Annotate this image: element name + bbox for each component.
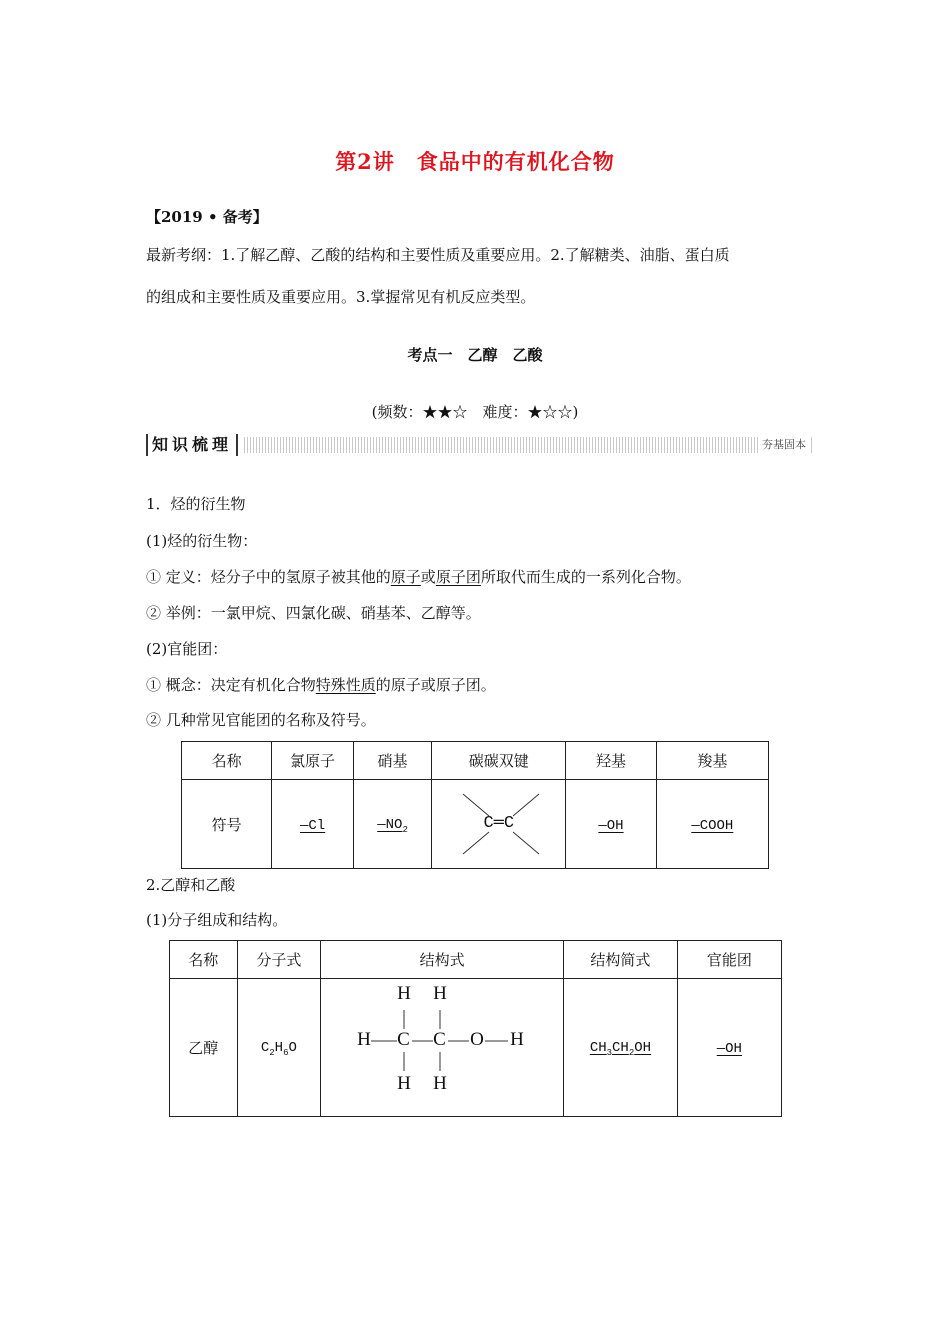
table1-cc-cell [432,780,566,869]
definition-text-c: 所取代而生成的一系列化合物。 [480,568,691,586]
table1-cooh-cell [656,780,768,869]
nitro-symbol-sub: 2 [402,824,408,835]
atom-h-right: H [510,1029,524,1050]
table2-header-simple: 结构简式 [564,941,678,979]
subheading-derivatives: (1)烃的衍生物： [146,532,258,550]
heading-ethanol-acetic: 2.乙醇和乙酸 [146,876,236,894]
double-bond-symbol: C═C [483,814,515,833]
nitro-symbol [377,817,408,833]
banner-tag: 夯基固本 [758,437,810,453]
ethanol-functional-group: —OH [716,1041,742,1057]
ethanol-molecular-formula [261,1040,297,1056]
table1-symbol-row [182,780,769,869]
subheading-composition: (1)分子组成和结构。 [146,911,288,929]
table2-ethanol-row [170,979,782,1117]
exam-year-tag: 【2019 • 备考】 [146,208,268,226]
table2-ethanol-formula-cell [237,979,321,1117]
atom-h-top-1: H [397,983,411,1004]
frequency-difficulty: (频数：★★☆ 难度：★☆☆) [371,403,579,421]
formula-o: O [288,1040,297,1057]
formula-c: C [260,1040,270,1057]
outline-line-2: 的组成和主要性质及重要应用。3.掌握常见有机反应类型。 [146,288,536,306]
hydroxyl-symbol: —OH [598,817,624,834]
concept-line [146,674,496,695]
double-bond-structure [432,780,565,868]
concept-text-a: ① 概念：决定有机化合物 [146,676,316,694]
table1-header-name: 名称 [182,742,272,780]
definition-text-b: 或 [420,568,436,586]
table2-ethanol-structure-cell [321,979,564,1117]
table2-header-group: 官能团 [677,941,781,979]
atom-h-left: H [357,1029,371,1050]
subheading-functional-group: (2)官能团： [146,640,228,658]
definition-blank-atom: 原子 [390,568,421,586]
table2-header-structure: 结构式 [321,941,564,979]
table2-ethanol-simple-cell [564,979,678,1117]
kinds-line: ② 几种常见官能团的名称及符号。 [146,711,376,729]
ethanol-simple-formula [590,1040,651,1056]
table1-header-double-bond: 碳碳双键 [432,742,566,780]
atom-h-bottom-2: H [433,1073,447,1094]
banner-label: 知识梳理 [146,434,238,456]
outline-line-1: 最新考纲：1.了解乙醇、乙酸的结构和主要性质及重要应用。2.了解糖类、油脂、蛋白质 [146,246,730,264]
definition-text-a: ① 定义：烃分子中的氢原子被其他的 [146,568,391,586]
ethanol-structural-formula [321,979,563,1116]
chlorine-symbol: —Cl [299,817,326,834]
knowledge-banner [146,434,814,456]
definition-blank-group: 原子团 [435,568,481,586]
table1-row-label: 符号 [182,780,272,869]
functional-group-table [181,741,769,869]
definition-line [146,566,691,587]
table1-header-row [182,742,769,780]
simple-oh: OH [634,1040,652,1057]
atom-o: O [470,1029,484,1050]
table2-ethanol-name: 乙醇 [170,979,238,1117]
example-line: ② 举例：一氯甲烷、四氯化碳、硝基苯、乙醇等。 [146,604,481,622]
atom-c-1: C [397,1029,410,1050]
nitro-symbol-base: —NO [377,816,403,833]
formula-h-count: 6 [283,1047,289,1058]
table2-header-row [170,941,782,979]
table1-cl-cell [272,780,353,869]
table1-header-chlorine: 氯原子 [272,742,353,780]
atom-h-top-2: H [433,983,447,1004]
ethanol-structure-table [169,940,782,1117]
atom-c-2: C [433,1029,446,1050]
carboxyl-symbol: —COOH [691,817,734,834]
table1-header-nitro: 硝基 [353,742,432,780]
concept-text-b: 的原子或原子团。 [375,676,496,694]
simple-ch2: CH [612,1040,629,1057]
formula-h: H [274,1040,284,1057]
table2-header-formula: 分子式 [237,941,321,979]
table2-ethanol-group-cell [677,979,781,1117]
simple-ch3: CH [589,1040,607,1057]
concept-blank: 特殊性质 [315,676,376,694]
table1-oh-cell [566,780,656,869]
simple-ch2-count: 2 [628,1047,635,1058]
table1-header-carboxyl: 羧基 [656,742,768,780]
heading-derivatives: 1．烃的衍生物 [146,495,246,513]
page-title: 第2讲 食品中的有机化合物 [335,149,615,174]
atom-h-bottom-1: H [397,1073,411,1094]
banner-stripes [244,437,814,453]
table1-header-hydroxyl: 羟基 [566,742,656,780]
simple-ch3-count: 3 [606,1047,613,1058]
section-title: 考点一 乙醇 乙酸 [407,346,543,364]
formula-c-count: 2 [269,1047,275,1058]
table1-no2-cell [353,780,432,869]
table2-header-name: 名称 [170,941,238,979]
